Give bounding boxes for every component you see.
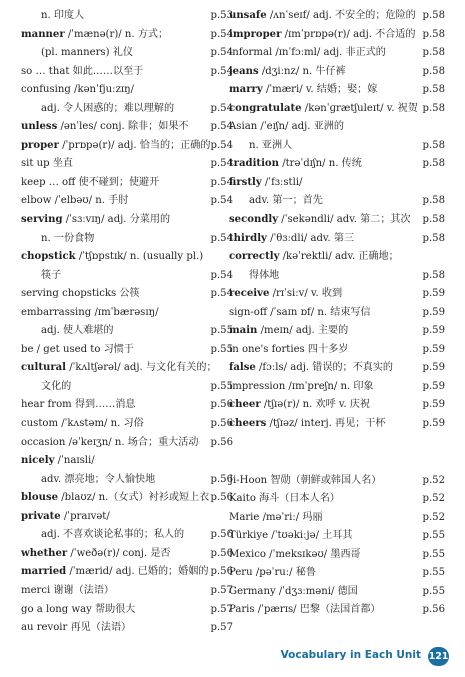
entry-page-ref: p.55 <box>422 530 445 542</box>
vocab-entry <box>21 81 233 100</box>
entry-text <box>229 509 323 528</box>
vocab-entry <box>229 378 445 397</box>
vocab-entry <box>21 248 233 267</box>
vocab-entry <box>21 192 233 211</box>
vocab-entry <box>21 359 233 378</box>
entry-definition: /ˈtʃɒpstɪk/ n. (usually pl.) <box>75 251 204 263</box>
entry-definition: 文化的 <box>41 380 72 392</box>
entry-text <box>21 508 110 527</box>
vocab-entry <box>21 63 233 82</box>
entry-page-ref: p.55 <box>210 325 233 337</box>
entry-headword: marry <box>229 84 263 96</box>
entry-definition: Kaito 海斗（日本人名） <box>229 493 340 505</box>
entry-text <box>21 415 144 434</box>
entry-page-ref: p.52 <box>422 474 445 486</box>
vocab-entry <box>229 304 445 323</box>
entry-text <box>41 44 133 63</box>
entry-definition: Marie /məˈriː/ 玛丽 <box>229 511 323 523</box>
entry-headword: blouse <box>21 492 59 504</box>
entry-text <box>41 471 155 490</box>
entry-text <box>229 490 340 509</box>
entry-definition: /tʃɪə(r)/ n. 欢呼 v. 庆祝 <box>260 399 370 411</box>
entry-headword: receive <box>229 288 270 300</box>
entry-page-ref: p.58 <box>422 10 445 21</box>
entry-definition: merci 谢谢（法语） <box>21 584 115 596</box>
entry-definition: sit up 坐直 <box>21 158 74 170</box>
vocab-entry <box>229 44 445 63</box>
entry-text <box>21 63 143 82</box>
entry-definition: in one's forties 四十多岁 <box>229 343 349 355</box>
entry-headword: improper <box>229 28 282 40</box>
entry-definition: /ˈθɜːdli/ adv. 第三 <box>266 232 355 244</box>
entry-text <box>229 81 377 100</box>
vocab-entry <box>229 359 445 378</box>
entry-page-ref: p.56 <box>210 547 233 559</box>
entry-headword: manner <box>21 28 65 40</box>
vocab-entry <box>229 7 445 26</box>
vocab-entry <box>21 267 233 286</box>
entry-definition: impression /ɪmˈpreʃn/ n. 印象 <box>229 380 374 392</box>
entry-definition: /blaʊz/ n.（女式）衬衫或短上衣 <box>58 492 210 504</box>
vocab-entry <box>21 619 233 638</box>
entry-page-ref: p.54 <box>210 121 233 133</box>
entry-definition: /ˈnaɪsli/ <box>54 455 95 467</box>
vocab-entry <box>229 137 445 156</box>
vocab-entry <box>229 118 445 137</box>
entry-definition: n. 亚洲人 <box>249 139 293 151</box>
entry-page-ref: p.56 <box>210 436 233 448</box>
vocab-entry <box>229 601 445 620</box>
entry-text <box>21 211 170 230</box>
entry-definition: /ˈmærid/ adj. 已婚的；婚姻的 <box>66 566 209 578</box>
vocab-entry <box>21 415 233 434</box>
entry-page-ref: p.54 <box>210 47 233 59</box>
entry-page-ref: p.58 <box>422 232 445 244</box>
vocab-entry <box>229 490 445 509</box>
entry-headword: cultural <box>21 362 67 374</box>
vocab-entry <box>21 563 233 582</box>
entry-page-ref: p.54 <box>210 195 233 207</box>
entry-text <box>229 601 381 620</box>
entry-page-ref: p.54 <box>210 288 233 300</box>
entry-headword: unless <box>21 121 58 133</box>
entry-page-ref: p.58 <box>422 139 445 151</box>
entry-definition: /fɔːls/ adj. 错误的；不真实的 <box>255 362 394 374</box>
entry-headword: cheers <box>229 418 267 430</box>
entry-page-ref: p.59 <box>422 418 445 430</box>
entry-definition: /ˈsekəndli/ adv. 第二；其次 <box>278 214 411 226</box>
entry-page-ref: p.54 <box>210 232 233 244</box>
entry-text <box>21 601 135 620</box>
entry-text <box>41 7 84 26</box>
vocab-entry <box>229 248 445 267</box>
entry-page-ref: p.58 <box>422 195 445 207</box>
entry-page-ref: p.55 <box>210 343 233 355</box>
entry-text <box>21 155 73 174</box>
entry-headword: unsafe <box>229 10 267 21</box>
entry-definition: /kənˈɡrætʃuleɪt/ v. 祝贺 <box>301 102 418 114</box>
entry-text <box>21 304 158 323</box>
entry-text <box>21 137 210 156</box>
entry-text <box>21 563 208 582</box>
entry-headword: congratulate <box>229 102 302 114</box>
entry-text <box>229 248 399 267</box>
entry-text <box>229 396 370 415</box>
vocab-entry <box>21 378 233 397</box>
entry-text <box>229 341 348 360</box>
entry-definition: embarrassing /ɪmˈbærəsɪŋ/ <box>21 306 159 318</box>
entry-headword: tradition <box>229 158 279 170</box>
entry-text <box>229 546 361 565</box>
entry-text <box>21 341 134 360</box>
entry-definition: /ɪmˈprɒpə(r)/ adj. 不合适的 <box>281 28 416 40</box>
entry-text <box>21 285 140 304</box>
entry-text <box>21 452 95 471</box>
entry-page-ref: p.59 <box>422 343 445 355</box>
entry-definition: au revoir 再见（法语） <box>21 622 132 634</box>
entry-definition: custom /ˈkʌstəm/ n. 习俗 <box>21 418 144 430</box>
entry-headword: false <box>229 362 256 374</box>
entry-definition: /ənˈles/ conj. 除非；如果不 <box>57 121 189 133</box>
entry-definition: /ˈweðə(r)/ conj. 是否 <box>67 547 171 559</box>
entry-definition: Türkiye /ˈtʊəkiːjə/ 土耳其 <box>229 530 353 542</box>
entry-text <box>229 322 348 341</box>
entry-page-ref: p.58 <box>422 269 445 281</box>
vocab-entry <box>21 396 233 415</box>
entry-text <box>229 285 342 304</box>
entry-headword: jeans <box>229 65 259 77</box>
page-footer <box>280 647 457 667</box>
entry-definition: serving chopsticks 公筷 <box>21 288 140 300</box>
vocab-entry <box>229 81 445 100</box>
entry-page-ref: p.54 <box>210 269 233 281</box>
entry-text <box>229 564 316 583</box>
vocab-entry <box>229 285 445 304</box>
vocab-entry <box>21 452 233 471</box>
vocab-entry <box>229 211 445 230</box>
entry-headword: married <box>21 566 67 578</box>
vocab-entry <box>21 44 233 63</box>
entry-text <box>249 192 323 211</box>
entry-headword: thirdly <box>229 232 267 244</box>
vocab-entry <box>21 100 233 119</box>
entry-definition: /ˈsɜːvɪŋ/ adj. 分菜用的 <box>62 214 171 226</box>
entry-text <box>41 100 174 119</box>
vocab-entry <box>229 192 445 211</box>
entry-page-ref: p.57 <box>210 622 233 634</box>
vocab-entry <box>229 174 445 193</box>
entry-text <box>21 118 189 137</box>
vocab-entry <box>229 155 445 174</box>
vocab-entry <box>21 322 233 341</box>
entry-definition: Mexico /ˈmeksɪkəʊ/ 墨西哥 <box>229 548 361 560</box>
vocab-entry <box>229 341 445 360</box>
entry-page-ref: p.52 <box>422 511 445 523</box>
section-gap <box>229 434 445 472</box>
entry-page-ref: p.55 <box>210 380 233 392</box>
entry-page-ref: p.52 <box>422 493 445 505</box>
entry-definition: n. 一份食物 <box>41 232 95 244</box>
entry-page-ref: p.58 <box>422 65 445 77</box>
entry-definition: 筷子 <box>41 269 62 281</box>
entry-headword: cheer <box>229 399 261 411</box>
entry-definition: adv. 漂亮地；令人愉快地 <box>41 473 156 485</box>
vocab-entry <box>21 508 233 527</box>
entry-page-ref: p.54 <box>210 65 233 77</box>
entry-page-ref: p.59 <box>422 306 445 318</box>
vocab-column-right <box>229 7 445 620</box>
entry-text <box>229 155 362 174</box>
vocab-entry <box>229 546 445 565</box>
entry-text <box>41 322 114 341</box>
entry-page-ref: p.54 <box>210 139 233 151</box>
entry-page-ref: p.58 <box>422 158 445 170</box>
entry-text <box>229 174 302 193</box>
entry-definition: adj. 令人困惑的；难以理解的 <box>41 102 175 114</box>
entry-definition: /meɪn/ adj. 主要的 <box>257 325 349 337</box>
vocab-entry <box>229 472 445 491</box>
entry-definition: hear from 得到……消息 <box>21 399 136 411</box>
vocab-entry <box>229 527 445 546</box>
entry-text <box>229 7 416 26</box>
vocab-entry <box>229 509 445 528</box>
page-number-badge: 121 <box>428 647 449 666</box>
vocab-entry <box>229 230 445 249</box>
entry-page-ref: p.56 <box>422 604 445 616</box>
entry-headword: private <box>21 510 61 522</box>
vocab-entry <box>21 526 233 545</box>
entry-text <box>249 137 292 156</box>
vocab-entry <box>21 230 233 249</box>
entry-text <box>21 359 217 378</box>
entry-definition: (pl. manners) 礼仪 <box>41 47 133 59</box>
vocab-column-left <box>21 7 233 638</box>
vocab-entry <box>21 601 233 620</box>
entry-text <box>41 378 71 397</box>
entry-definition: adj. 不喜欢谈论私事的；私人的 <box>41 529 185 541</box>
entry-page-ref: p.56 <box>210 492 233 504</box>
vocab-entry <box>229 267 445 286</box>
vocab-entry <box>229 322 445 341</box>
entry-definition: /ˈfɜːstli/ <box>261 176 303 188</box>
entry-text <box>21 545 171 564</box>
vocab-entry <box>21 545 233 564</box>
vocab-entry <box>229 63 445 82</box>
entry-text <box>229 26 416 45</box>
vocab-entry <box>21 155 233 174</box>
entry-page-ref: p.57 <box>210 603 233 615</box>
entry-page-ref: p.59 <box>422 288 445 300</box>
entry-definition: /ˈmænə(r)/ n. 方式； <box>64 28 169 40</box>
vocab-entry <box>229 100 445 119</box>
vocab-entry <box>21 137 233 156</box>
entry-page-ref: p.57 <box>210 584 233 596</box>
entry-definition: /ˈkʌltʃərəl/ adj. 与文化有关的； <box>66 362 217 374</box>
entry-page-ref: p.56 <box>210 418 233 430</box>
entry-text <box>229 118 344 137</box>
entry-page-ref: p.59 <box>422 362 445 374</box>
entry-page-ref: p.56 <box>210 473 233 485</box>
vocab-entry <box>229 583 445 602</box>
entry-page-ref: p.58 <box>422 102 445 114</box>
entry-definition: /ʌnˈseɪf/ adj. 不安全的；危险的 <box>266 10 416 21</box>
entry-headword: nicely <box>21 455 55 467</box>
entry-definition: Ji-Hoon 智勋（朝鲜或韩国人名） <box>229 474 382 486</box>
entry-definition: /dʒiːnz/ n. 牛仔裤 <box>258 65 346 77</box>
entry-page-ref: p.58 <box>422 28 445 40</box>
entry-text <box>229 100 418 119</box>
entry-definition: /trəˈdɪʃn/ n. 传统 <box>278 158 362 170</box>
entry-text <box>229 378 374 397</box>
entry-definition: /tʃɪəz/ interj. 再见；干杯 <box>266 418 386 430</box>
entry-definition: Paris /ˈpærɪs/ 巴黎（法国首都） <box>229 604 381 616</box>
entry-definition: n. 印度人 <box>41 10 85 21</box>
vocab-entry <box>21 118 233 137</box>
entry-text <box>229 415 385 434</box>
vocab-entry <box>21 341 233 360</box>
entry-page-ref: p.53 <box>210 10 233 21</box>
entry-definition: be / get used to 习惯于 <box>21 343 134 355</box>
entry-text <box>229 63 346 82</box>
entry-page-ref: p.58 <box>422 47 445 59</box>
entry-definition: informal /ɪnˈfɔːml/ adj. 非正式的 <box>229 47 386 59</box>
entry-definition: Asian /ˈeɪʃn/ adj. 亚洲的 <box>229 121 344 133</box>
entry-definition: occasion /əˈkeɪʒn/ n. 场合；重大活动 <box>21 436 199 448</box>
vocab-entry <box>229 26 445 45</box>
entry-definition: /rɪˈsiːv/ v. 收到 <box>269 288 343 300</box>
entry-headword: proper <box>21 139 59 151</box>
entry-text <box>229 527 353 546</box>
vocab-entry <box>21 26 233 45</box>
entry-text <box>21 26 168 45</box>
entry-page-ref: p.59 <box>422 380 445 392</box>
entry-headword: secondly <box>229 214 279 226</box>
vocab-entry <box>21 285 233 304</box>
entry-text <box>21 619 131 638</box>
vocab-entry <box>21 211 233 230</box>
entry-definition: /ˈpraɪvət/ <box>60 510 110 522</box>
entry-definition: elbow /ˈelbəʊ/ n. 手肘 <box>21 195 129 207</box>
entry-headword: serving <box>21 214 63 226</box>
entry-definition: 得体地 <box>249 269 280 281</box>
entry-page-ref: p.56 <box>210 566 233 578</box>
entry-definition: /ˈprɒpə(r)/ adj. 恰当的；正确的 <box>58 139 211 151</box>
entry-text <box>229 44 386 63</box>
entry-definition: adv. 第一；首先 <box>249 195 323 207</box>
entry-text <box>21 81 134 100</box>
entry-text <box>41 230 94 249</box>
entry-definition: sign-off /ˈsaɪn ɒf/ n. 结束写信 <box>229 306 371 318</box>
entry-page-ref: p.55 <box>422 585 445 597</box>
entry-text <box>229 211 411 230</box>
entry-page-ref: p.54 <box>210 28 233 40</box>
entry-definition: so … that 如此……以至于 <box>21 65 144 77</box>
entry-headword: correctly <box>229 251 280 263</box>
entry-text <box>41 267 61 286</box>
entry-definition: go a long way 帮助很大 <box>21 603 136 615</box>
vocab-entry <box>229 396 445 415</box>
entry-headword: whether <box>21 547 68 559</box>
entry-text <box>21 174 159 193</box>
entry-page-ref: p.58 <box>422 84 445 96</box>
vocab-entry <box>21 304 233 323</box>
entry-page-ref: p.54 <box>210 102 233 114</box>
entry-text <box>21 582 114 601</box>
vocab-entry <box>21 489 233 508</box>
entry-text <box>229 304 371 323</box>
vocab-entry <box>21 174 233 193</box>
entry-text <box>41 526 184 545</box>
entry-definition: /kəˈrektli/ adv. 正确地； <box>279 251 399 263</box>
entry-page-ref: p.54 <box>210 176 233 188</box>
entry-page-ref: p.59 <box>422 399 445 411</box>
entry-definition: Peru /pəˈruː/ 秘鲁 <box>229 567 316 579</box>
entry-definition: Germany /ˈdʒɜːməni/ 德国 <box>229 585 358 597</box>
footer-section-title: Vocabulary in Each Unit <box>280 649 421 661</box>
entry-page-ref: p.56 <box>210 399 233 411</box>
vocab-entry <box>21 582 233 601</box>
entry-text <box>21 192 128 211</box>
entry-text <box>249 267 279 286</box>
entry-text <box>21 434 198 453</box>
entry-headword: chopstick <box>21 251 76 263</box>
entry-page-ref: p.55 <box>422 567 445 579</box>
vocab-entry <box>229 564 445 583</box>
entry-text <box>21 248 203 267</box>
entry-definition: /ˈmæri/ v. 结婚；娶；嫁 <box>262 84 378 96</box>
entry-definition: confusing /kənˈfjuːzɪŋ/ <box>21 84 135 96</box>
entry-page-ref: p.56 <box>210 529 233 541</box>
entry-text <box>229 472 381 491</box>
entry-text <box>229 359 393 378</box>
vocab-entry <box>21 434 233 453</box>
entry-text <box>21 489 209 508</box>
entry-text <box>229 583 358 602</box>
entry-text <box>21 396 136 415</box>
entry-headword: firstly <box>229 176 262 188</box>
entry-definition: adj. 使人难堪的 <box>41 325 114 337</box>
entry-text <box>229 230 354 249</box>
vocab-entry <box>229 415 445 434</box>
entry-page-ref: p.59 <box>422 325 445 337</box>
entry-headword: main <box>229 325 258 337</box>
entry-page-ref: p.58 <box>422 214 445 226</box>
vocab-entry <box>21 7 233 26</box>
vocab-entry <box>21 471 233 490</box>
entry-page-ref: p.55 <box>422 548 445 560</box>
entry-definition: keep … off 使不碰到；使避开 <box>21 176 160 188</box>
entry-page-ref: p.54 <box>210 158 233 170</box>
